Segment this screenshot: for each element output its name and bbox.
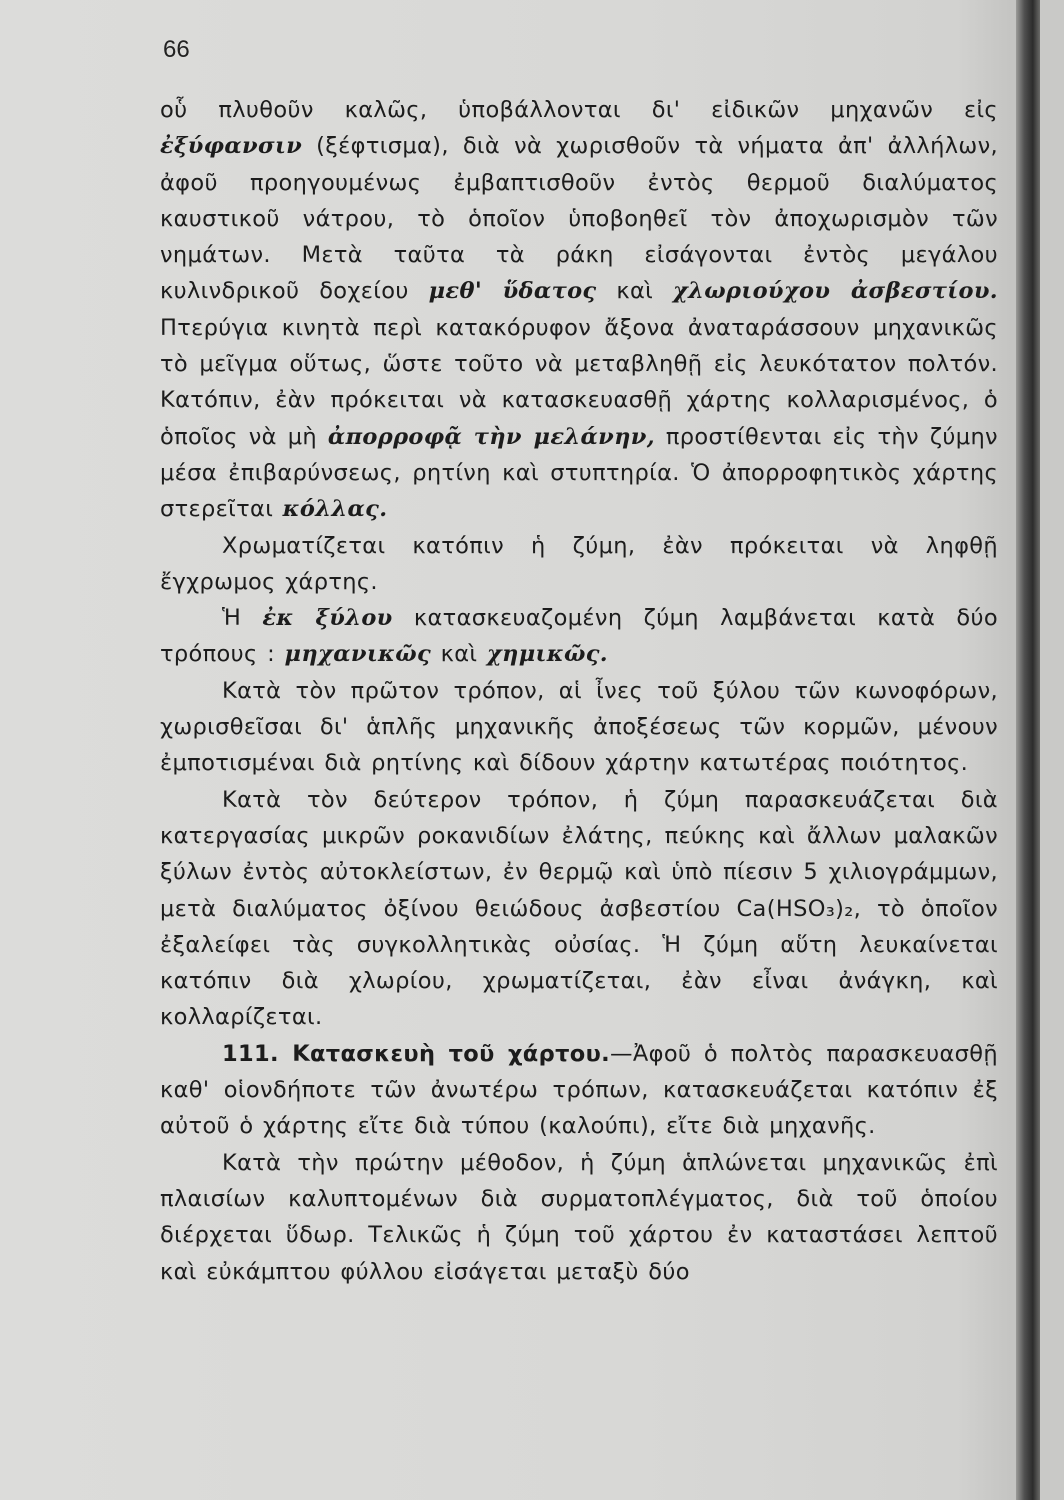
text-run: —Ἀφοῦ ὁ πολτὸς παρασκευασθῇ καθ' οἱονδήποτε τῶν ἀνωτέρω τρόπων, κατασκευάζεται κατόπιν ἐξ αὐτοῦ ὁ χάρτης εἴτε διὰ τύπου (καλούπι), εἴτε διὰ μηχανῆς. bbox=[160, 1040, 998, 1140]
emphasized-term: ἐξύφανσιν bbox=[160, 133, 303, 160]
text-run: προστίθενται εἰς τὴν ζύμην μέσα ἐπιβαρύνσεως, ρητίνη καὶ στυπτηρία. Ὁ ἀπορροφητικὸς χάρτης στερεῖται bbox=[160, 423, 998, 523]
text-run: οὗ πλυθοῦν καλῶς, ὑποβάλλονται δι' εἰδικῶν μηχανῶν εἰς bbox=[160, 97, 998, 123]
paragraph bbox=[160, 92, 998, 528]
text-run: (ξέφτισμα), διὰ νὰ χωρισθοῦν τὰ νήματα ἀπ' ἀλλήλων, ἀφοῦ προηγουμένως ἐμβαπτισθοῦν ἐντὸς θερμοῦ διαλύματος καυστικοῦ νάτρου, τὸ ὁποῖον ὑποβοηθεῖ τὸν ἀποχωρισμὸν τῶν νημάτων. Μετὰ ταῦτα τὰ ράκη εἰσάγονται ἐντὸς μεγάλου κυλινδρικοῦ δοχείου bbox=[160, 133, 998, 305]
emphasized-term: ἀπορροφᾷ τὴν μελάνην, bbox=[327, 423, 655, 450]
text-run: Πτερύγια κινητὰ περὶ κατακόρυφον ἄξονα ἀναταράσσουν μηχανικῶς τὸ μεῖγμα οὕτως, ὥστε τοῦτο νὰ μεταβληθῇ εἰς λευκότατον πολτόν. Κατόπιν, ἐὰν πρόκειται νὰ κατασκευασθῇ χάρτης κολλαρισμένος, ὁ ὁποῖος νὰ μὴ bbox=[160, 314, 998, 450]
emphasized-term: κόλλας. bbox=[282, 496, 388, 523]
paragraph bbox=[160, 1145, 998, 1290]
paragraph bbox=[160, 600, 998, 673]
paragraph bbox=[160, 673, 998, 782]
emphasized-term: χημικῶς. bbox=[486, 641, 608, 668]
text-run: Ἡ bbox=[222, 605, 263, 632]
section-heading: 111. Κατασκευὴ τοῦ χάρτου. bbox=[222, 1040, 611, 1067]
text-run: Κατὰ τὸν δεύτερον τρόπον, ἡ ζύμη παρασκευάζεται διὰ κατεργασίας μικρῶν ροκανιδίων ἐλάτης, πεύκης καὶ ἄλλων μαλακῶν ξύλων ἐντὸς αὐτοκλείστων, ἐν θερμῷ καὶ ὑπὸ πίεσιν 5 χιλιογράμμων, μετὰ διαλύματος ὀξίνου θειώδους ἀσβεστίου Ca(HSO₃)₂, τὸ ὁποῖον ἐξαλείφει τὰς συγκολλητικὰς οὐσίας. Ἡ ζύμη αὕτη λευκαίνεται κατόπιν διὰ χλωρίου, χρωματίζεται, ἐὰν εἶναι ἀνάγκη, καὶ κολλαρίζεται. bbox=[160, 786, 998, 1031]
emphasized-term: ἐκ ξύλου bbox=[262, 605, 393, 632]
paragraph bbox=[160, 528, 998, 601]
text-run: καὶ bbox=[431, 641, 487, 668]
emphasized-term: μηχανικῶς bbox=[284, 641, 432, 668]
text-run: καὶ bbox=[596, 278, 673, 305]
text-run: κατασκευαζομένη ζύμη λαμβάνεται κατὰ δύο τρόπους : bbox=[160, 605, 998, 668]
paragraph bbox=[160, 1036, 998, 1145]
body-text bbox=[160, 92, 998, 1290]
page-number: 66 bbox=[163, 36, 190, 63]
paragraph bbox=[160, 782, 998, 1036]
emphasized-term: χλωριούχου ἀσβεστίου. bbox=[672, 278, 998, 305]
page-binding-edge bbox=[1016, 0, 1040, 1500]
text-run: Κατὰ τὴν πρώτην μέθοδον, ἡ ζύμη ἁπλώνεται μηχανικῶς ἐπὶ πλαισίων καλυπτομένων διὰ συρματοπλέγματος, διὰ τοῦ ὁποίου διέρχεται ὕδωρ. Τελικῶς ἡ ζύμη τοῦ χάρτου ἐν καταστάσει λεπτοῦ καὶ εὐκάμπτου φύλλου εἰσάγεται μεταξὺ δύο bbox=[160, 1149, 998, 1285]
text-run: Χρωματίζεται κατόπιν ἡ ζύμη, ἐὰν πρόκειται νὰ ληφθῇ ἔγχρωμος χάρτης. bbox=[160, 532, 998, 595]
emphasized-term: μεθ' ὕδατος bbox=[428, 278, 597, 305]
text-run: Κατὰ τὸν πρῶτον τρόπον, αἱ ἶνες τοῦ ξύλου τῶν κωνοφόρων, χωρισθεῖσαι δι' ἁπλῆς μηχανικῆς ἀποξέσεως τῶν κορμῶν, μένουν ἐμποτισμέναι διὰ ρητίνης καὶ δίδουν χάρτην κατωτέρας ποιότητος. bbox=[160, 677, 998, 777]
